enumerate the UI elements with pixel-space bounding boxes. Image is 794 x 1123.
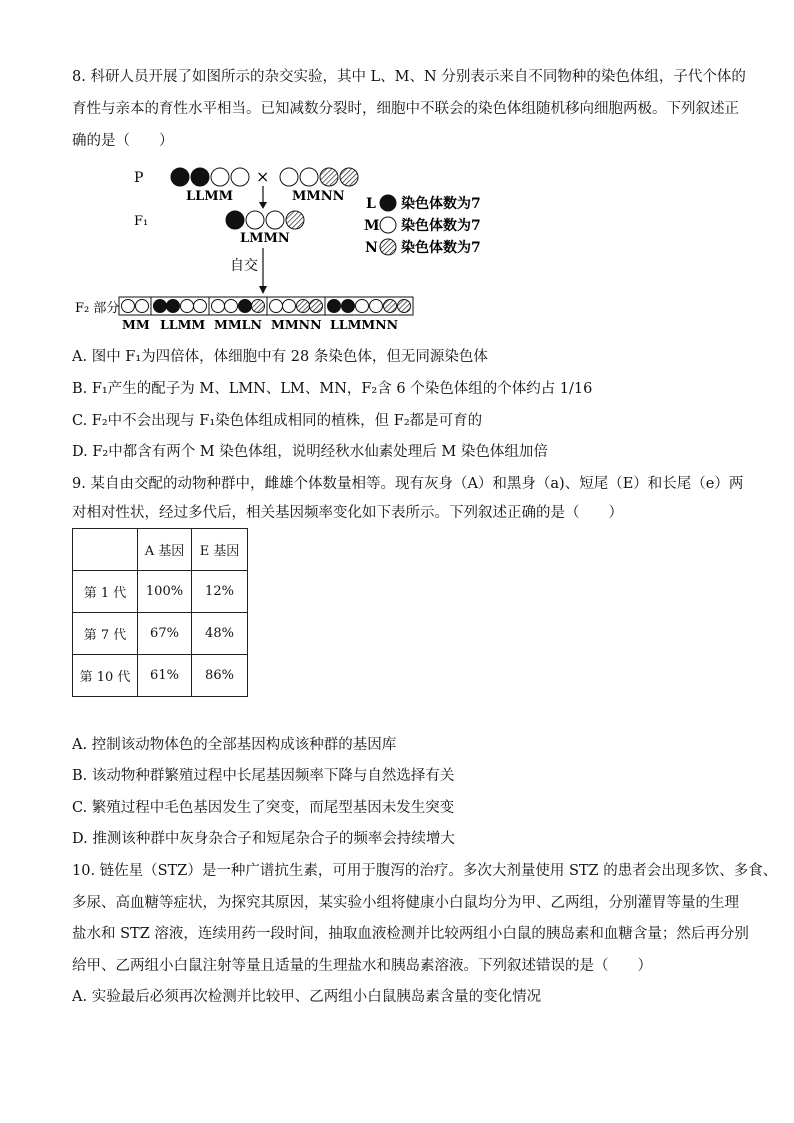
q9-stem-line-2: 对相对性状，经过多代后，相关基因频率变化如下表所示。下列叙述正确的是（ ）	[72, 505, 623, 521]
q10-stem-line-4: 给甲、乙两组小白鼠注射等量且适量的生理盐水和胰岛素溶液。下列叙述错误的是（ ）	[72, 958, 652, 974]
q9-option-c: C. 繁殖过程中毛色基因发生了突变，而尾型基因未发生突变	[72, 800, 455, 816]
f2-genotype-mmnn: MMNN	[271, 317, 322, 332]
q9-stem-line-1: 9. 某自由交配的动物种群中，雌雄个体数量相等。现有灰身（A）和黑身（a)、短尾（E）和长尾（e）两	[72, 476, 744, 492]
legend-letter-m: M	[364, 218, 380, 234]
q8-option-c: C. F₂中不会出现与 F₁染色体组成相同的植株，但 F₂都是可育的	[72, 413, 483, 429]
legend-swatch-m	[380, 217, 396, 233]
table-row	[73, 655, 248, 697]
table-cell: 12%	[192, 571, 248, 613]
table-cell: 第 1 代	[73, 571, 138, 613]
table-header-row	[73, 529, 248, 571]
q10-stem-line-3: 盐水和 STZ 溶液，连续用药一段时间，抽取血液检测并比较两组小白鼠的胰岛素和血糖含量；然后再分别	[72, 926, 749, 942]
q8-hybridization-figure	[0, 0, 794, 340]
q9-option-d: D. 推测该种群中灰身杂合子和短尾杂合子的频率会持续增大	[72, 831, 455, 847]
table-cell: 67%	[138, 613, 192, 655]
q10-stem-line-2: 多尿、高血糖等症状，为探究其原因，某实验小组将健康小白鼠均分为甲、乙两组，分别灌胃等量的生理	[72, 895, 739, 911]
q9-option-b: B. 该动物种群繁殖过程中长尾基因频率下降与自然选择有关	[72, 768, 455, 784]
table-cell: 100%	[138, 571, 192, 613]
q8-stem-line-3: 确的是（ ）	[72, 133, 174, 149]
table-cell: 61%	[138, 655, 192, 697]
selfing-label: 自交	[230, 258, 258, 274]
f2-label: F₂ 部分	[75, 301, 120, 316]
q8-option-b: B. F₁产生的配子为 M、LMN、LM、MN，F₂含 6 个染色体组的个体约占 1/16	[72, 381, 593, 397]
q9-option-a: A. 控制该动物体色的全部基因构成该种群的基因库	[72, 737, 397, 753]
f1-label: F₁	[134, 214, 149, 229]
legend-text-n: 染色体数为7	[401, 240, 481, 256]
table-cell: 第 7 代	[73, 613, 138, 655]
table-header-cell: A 基因	[138, 529, 192, 571]
legend-swatch-n	[380, 239, 396, 255]
f2-genotype-llmm: LLMM	[160, 317, 206, 332]
p2-genotype-label: MMNN	[292, 189, 345, 204]
table-header-cell: E 基因	[192, 529, 248, 571]
p1-genotype-label: LLMM	[186, 189, 234, 204]
f2-chromosome-sets	[122, 300, 411, 313]
f2-genotype-mm: MM	[122, 317, 150, 332]
table-cell: 48%	[192, 613, 248, 655]
q8-option-d: D. F₂中都含有两个 M 染色体组，说明经秋水仙素处理后 M 染色体组加倍	[72, 444, 548, 460]
table-cell: 第 10 代	[73, 655, 138, 697]
legend-letter-l: L	[366, 196, 376, 212]
table-cell: 86%	[192, 655, 248, 697]
legend-text-m: 染色体数为7	[401, 218, 481, 234]
legend-letter-n: N	[365, 240, 378, 256]
gene-frequency-table	[72, 528, 248, 697]
q10-option-a: A. 实验最后必须再次检测并比较甲、乙两组小白鼠胰岛素含量的变化情况	[72, 989, 542, 1005]
cross-sign: ×	[256, 167, 270, 186]
f2-genotype-llmmnn: LLMMNN	[330, 317, 399, 332]
f2-genotype-mmln: MMLN	[214, 317, 262, 332]
f1-chromosome-sets	[226, 211, 304, 229]
legend-swatch-l	[380, 195, 396, 211]
q8-stem-line-2: 育性与亲本的育性水平相当。已知减数分裂时，细胞中不联会的染色体组随机移向细胞两极。下列叙述正	[72, 101, 739, 117]
q10-stem-line-1: 10. 链佐星（STZ）是一种广谱抗生素，可用于腹泻的治疗。多次大剂量使用 STZ 的患者会出现多饮、多食、	[72, 863, 778, 879]
legend	[364, 195, 481, 256]
q8-stem-line-1: 8. 科研人员开展了如图所示的杂交实验，其中 L、M、N 分别表示来自不同物种的染色体组，子代个体的	[72, 69, 746, 85]
arrow-f1-to-f2	[259, 248, 267, 294]
q8-option-a: A. 图中 F₁为四倍体，体细胞中有 28 条染色体，但无同源染色体	[72, 349, 488, 365]
table-row	[73, 613, 248, 655]
table-header-cell	[73, 529, 138, 571]
arrow-p-to-f1	[259, 186, 267, 209]
table-row	[73, 571, 248, 613]
p2-chromosome-sets	[280, 168, 358, 186]
legend-text-l: 染色体数为7	[401, 196, 481, 212]
f1-genotype-label: LMMN	[240, 231, 290, 246]
p1-chromosome-sets	[171, 168, 249, 186]
p-label: P	[134, 170, 144, 186]
